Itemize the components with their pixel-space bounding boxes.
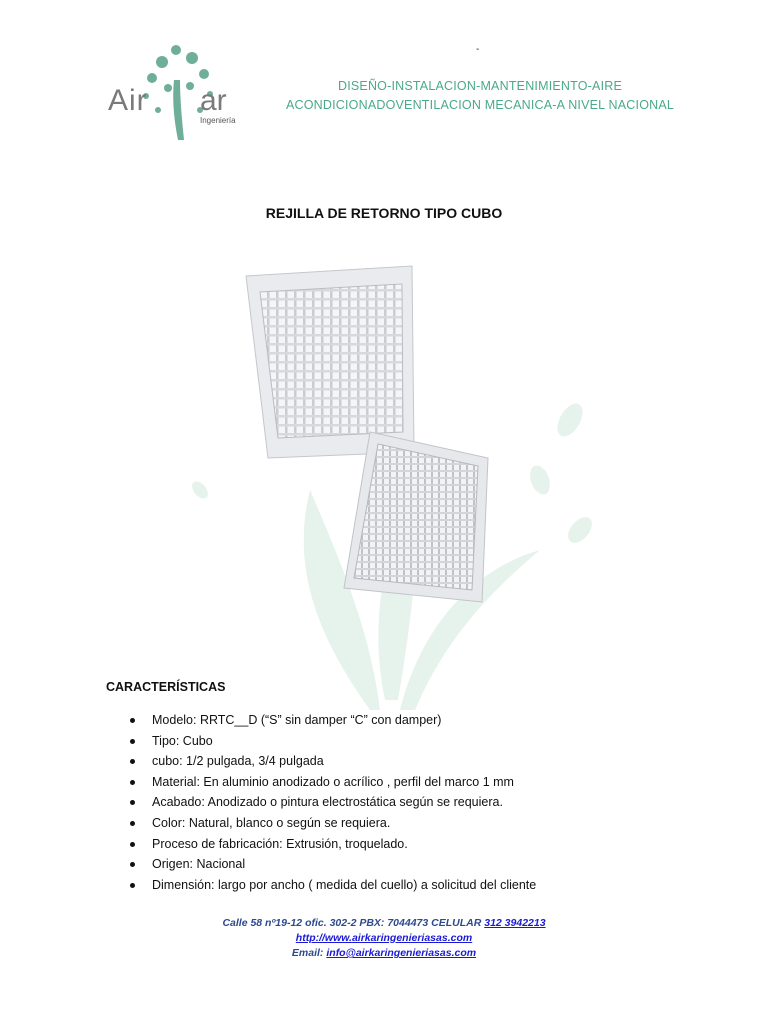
bullet-icon xyxy=(130,739,135,744)
list-item xyxy=(106,854,536,875)
bullet-icon xyxy=(130,821,135,826)
logo-subtitle: Ingeniería xyxy=(200,116,236,125)
bullet-icon xyxy=(130,780,135,785)
bullet-icon xyxy=(130,883,135,888)
list-item-text: Modelo: RRTC__D (“S” sin damper “C” con damper) xyxy=(152,713,442,727)
list-item xyxy=(106,731,536,752)
list-item-text: Color: Natural, blanco o según se requiera. xyxy=(152,815,391,830)
logo-text-right: ar xyxy=(200,84,227,117)
header-dash: - xyxy=(476,44,480,55)
list-item xyxy=(106,875,536,896)
phone-link[interactable]: 312 3942213 xyxy=(484,917,546,929)
list-item-text: Origen: Nacional xyxy=(152,857,246,872)
bullet-icon xyxy=(130,718,135,723)
logo-text-left: Air xyxy=(108,84,148,117)
footer-email-line xyxy=(0,946,768,961)
company-logo xyxy=(100,40,260,150)
footer-address-line xyxy=(0,916,768,931)
list-item-text: Proceso de fabricación: Extrusión, troquelado. xyxy=(152,836,408,851)
website-link[interactable]: http://www.airkaringenieriasas.com xyxy=(295,932,473,944)
characteristics-list xyxy=(106,710,536,895)
header-line-2: ACONDICIONADOVENTILACION MECANICA-A NIVEL NACIONAL xyxy=(285,98,675,112)
list-item xyxy=(106,813,536,834)
email-link[interactable]: info@airkaringenieriasas.com xyxy=(326,947,477,959)
list-item xyxy=(106,751,536,772)
footer-address: Calle 58 nº19-12 ofic. 302-2 PBX: 7044473 CELULAR xyxy=(222,917,485,929)
list-item xyxy=(106,710,536,731)
bullet-icon xyxy=(130,842,135,847)
list-item xyxy=(106,792,536,813)
email-label: Email: xyxy=(291,947,327,959)
list-item-text: Acabado: Anodizado o pintura electrostática según se requiera. xyxy=(152,795,503,810)
page-title: REJILLA DE RETORNO TIPO CUBO xyxy=(265,205,503,221)
header-line-1: DISEÑO-INSTALACION-MANTENIMIENTO-AIRE xyxy=(337,79,623,93)
list-item-text: Dimensión: largo por ancho ( medida del cuello) a solicitud del cliente xyxy=(152,877,537,892)
bullet-icon xyxy=(130,800,135,805)
list-item xyxy=(106,772,536,793)
grille-image-small xyxy=(340,428,490,606)
bullet-icon xyxy=(130,759,135,764)
characteristics-heading: CARACTERÍSTICAS xyxy=(106,680,226,694)
footer-web-line xyxy=(0,931,768,946)
list-item-text: Tipo: Cubo xyxy=(152,733,213,748)
list-item-text: Material: En aluminio anodizado o acrílico , perfil del marco 1 mm xyxy=(152,774,514,789)
bullet-icon xyxy=(130,862,135,867)
list-item-text: cubo: 1/2 pulgada, 3/4 pulgada xyxy=(152,754,324,769)
footer-contact xyxy=(0,916,768,961)
list-item xyxy=(106,834,536,855)
